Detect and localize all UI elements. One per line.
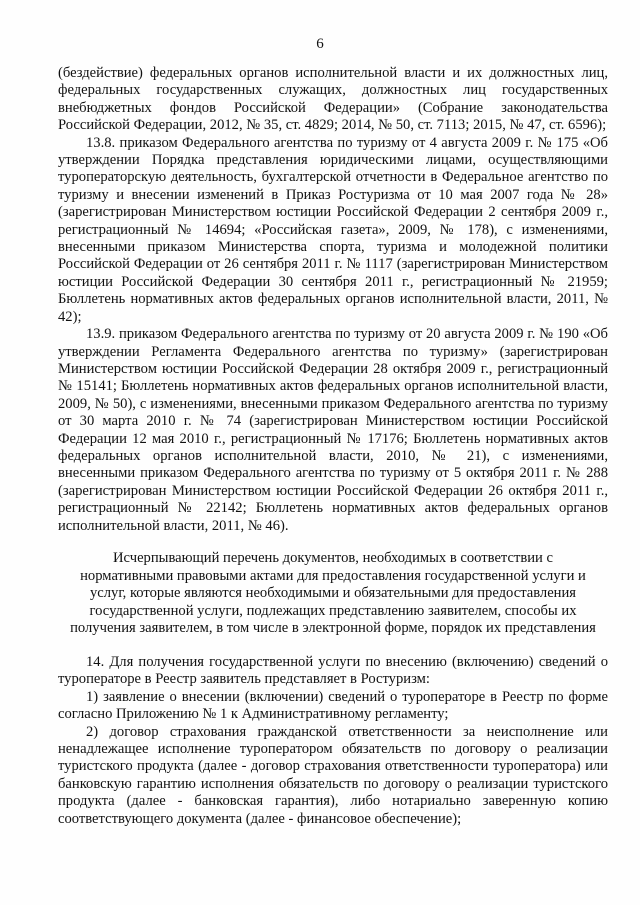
paragraph-14: 14. Для получения государственной услуги по внесению (включению) сведений о туроператоре в Реестр заявитель представляет в Ростуризм:	[58, 653, 608, 688]
list-item-2: 2) договор страхования гражданской ответственности за неисполнение или ненадлежащее исполнение туроператором обязательств по договору о реализации туристского продукта (далее - договор страхования ответственности туроператора) или банковскую гарантию исполнения обязательств по договору о реализации туристского продукта (далее - банковская гарантия), либо нотариально заверенную копию соответствующего документа (далее - финансовое обеспечение);	[58, 723, 608, 827]
paragraph-13-9: 13.9. приказом Федерального агентства по туризму от 20 августа 2009 г. № 190 «Об утверждении Регламента Федерального агентства по туризму» (зарегистрирован Министерством юстиции Российской Федерации 28 октября 2009 г., регистрационный № 15141; Бюллетень нормативных актов федеральных органов исполнительной власти, 2009, № 50), с изменениями, внесенными приказом Федерального агентства по туризму от 30 марта 2010 г. № 74 (зарегистрирован Министерством юстиции Российской Федерации 12 мая 2010 г., регистрационный № 17176; Бюллетень нормативных актов федеральных органов исполнительной власти, 2010, № 21), с изменениями, внесенными приказом Федерального агентства по туризму от 5 октября 2011 г. № 288 (зарегистрирован Министерством юстиции Российской Федерации 26 октября 2011 г., регистрационный № 22142; Бюллетень нормативных актов федеральных органов исполнительной власти, 2011, № 46).	[58, 326, 608, 534]
document-body	[58, 65, 608, 828]
paragraph-13-8: 13.8. приказом Федерального агентства по туризму от 4 августа 2009 г. № 175 «Об утверждении Порядка представления юридическими лицами, осуществляющими туроператорскую деятельность, бухгалтерской отчетности в Федеральное агентство по туризму и внесении изменений в Приказ Ростуризма от 10 мая 2007 года № 28» (зарегистрирован Министерством юстиции Российской Федерации 2 сентября 2009 г., регистрационный № 14694; «Российская газета», 2009, № 178), с изменениями, внесенными приказом Министерства спорта, туризма и молодежной политики Российской Федерации от 26 сентября 2011 г. № 1117 (зарегистрирован Министерством юстиции Российской Федерации 30 сентября 2011 г., регистрационный № 21959; Бюллетень нормативных актов федеральных органов исполнительной власти, 2011, № 42);	[58, 134, 608, 325]
list-item-1: 1) заявление о внесении (включении) сведений о туроператоре в Реестр по форме согласно Приложению № 1 к Административному регламенту;	[58, 688, 608, 723]
paragraph-continuation: (бездействие) федеральных органов исполнительной власти и их должностных лиц, федеральных государственных служащих, должностных лиц государственных внебюджетных фондов Российской Федерации» (Собрание законодательства Российской Федерации, 2012, № 35, ст. 4829; 2014, № 50, ст. 7113; 2015, № 47, ст. 6596);	[58, 65, 608, 134]
page-number: 6	[316, 36, 324, 52]
section-heading: Исчерпывающий перечень документов, необходимых в соответствии с нормативными правовыми актами для предоставления государственной услуги и услуг, которые являются необходимыми и обязательными для предоставления государственной услуги, подлежащих представлению заявителем, способы их получения заявителем, в том числе в электронной форме, порядок их представления	[70, 549, 596, 637]
